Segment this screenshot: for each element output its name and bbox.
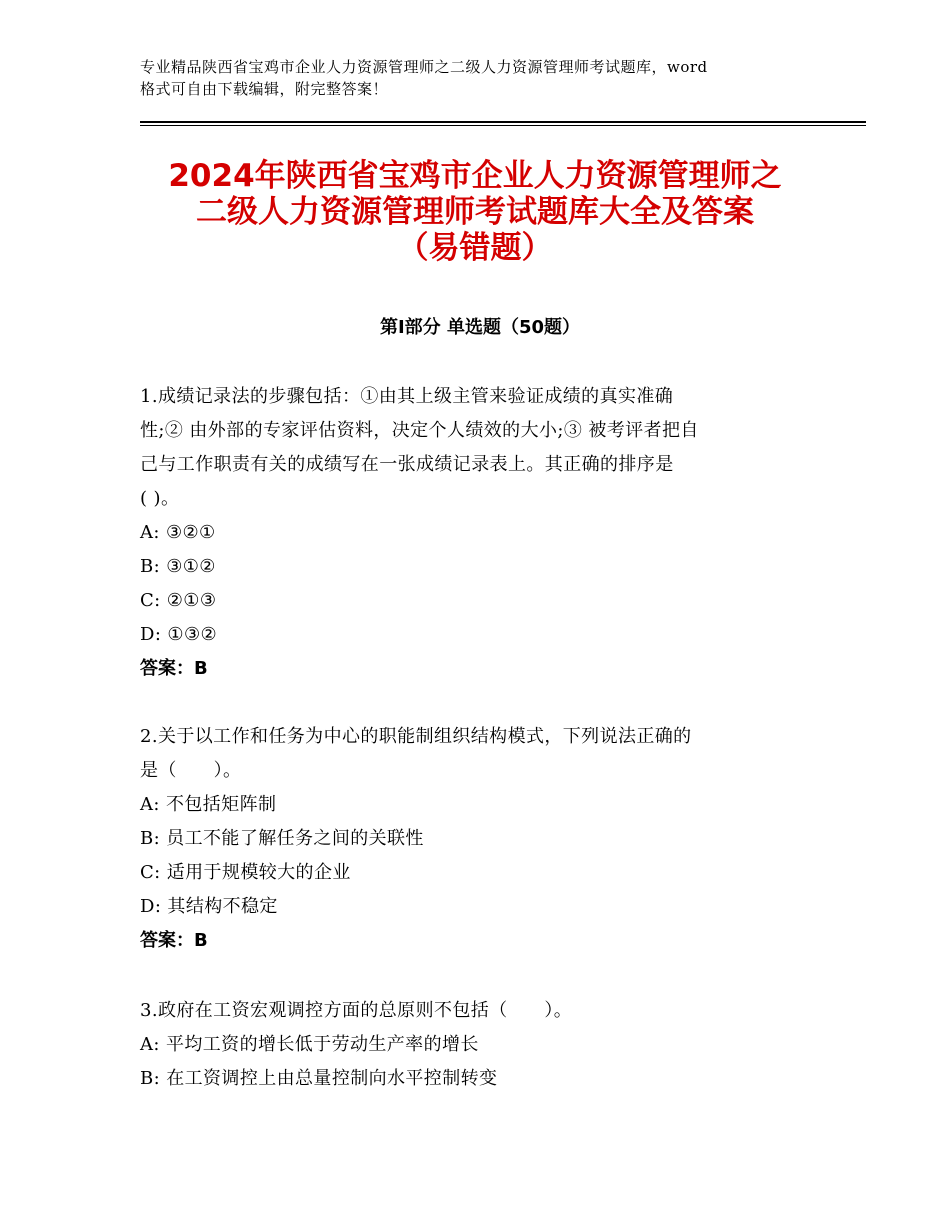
answer: 答案：B [140,930,208,951]
header-note-line: 格式可自由下载编辑，附完整答案！ [140,80,389,98]
question-line: 2.关于以工作和任务为中心的职能制组织结构模式，下列说法正确的 [140,726,692,747]
section-heading: 第Ⅰ部分 单选题（50题） [379,317,580,338]
answer: 答案：B [140,658,208,679]
question-line: 3.政府在工资宏观调控方面的总原则不包括（ ）。 [140,1000,573,1021]
question-2 [140,720,840,958]
header-rule-thick [140,121,866,123]
question-text [140,994,840,1028]
option-b: B: 员工不能了解任务之间的关联性 [140,828,424,849]
question-line: 己与工作职责有关的成绩写在一张成绩记录表上。其正确的排序是 [140,454,674,475]
question-line: 性;② 由外部的专家评估资料，决定个人绩效的大小;③ 被考评者把自 [140,420,699,441]
question-line: ( )。 [140,488,180,509]
title-line: 二级人力资源管理师考试题库大全及答案 [196,194,754,230]
option-b: B: ③①② [140,556,216,577]
option-a: A: 平均工资的增长低于劳动生产率的增长 [140,1034,479,1055]
header-note-line: 专业精品陕西省宝鸡市企业人力资源管理师之二级人力资源管理师考试题库，word [140,58,708,76]
question-line: 1.成绩记录法的步骤包括：①由其上级主管来验证成绩的真实准确 [140,386,674,407]
header-rule-thin [140,125,866,126]
option-b: B: 在工资调控上由总量控制向水平控制转变 [140,1068,498,1089]
question-3 [140,994,840,1096]
question-line: 是（ ）。 [140,760,242,781]
option-c: C: 适用于规模较大的企业 [140,862,351,883]
title-line: （易错题） [397,230,553,266]
option-d: D: ①③② [140,624,218,645]
header-note [140,56,840,100]
document-title [90,158,860,266]
option-a: A: 不包括矩阵制 [140,794,277,815]
question-text [140,380,840,516]
question-1 [140,380,840,686]
option-a: A: ③②① [140,522,216,543]
option-c: C: ②①③ [140,590,217,611]
title-line: 2024年陕西省宝鸡市企业人力资源管理师之 [168,158,782,194]
option-d: D: 其结构不稳定 [140,896,278,917]
question-text [140,720,840,788]
